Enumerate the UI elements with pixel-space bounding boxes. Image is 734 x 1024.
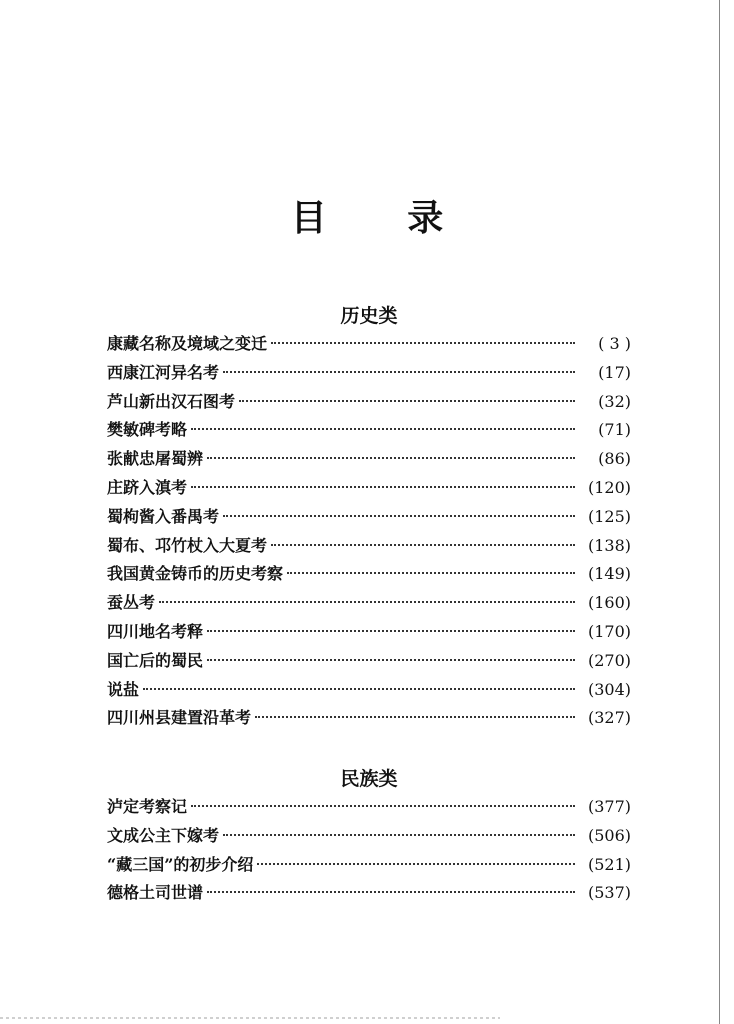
dot-leader [207,630,575,632]
dot-leader [271,342,575,344]
toc-entry-title: 国亡后的蜀民 [107,650,204,670]
toc-entry-page: (327) [587,708,631,728]
toc-entry-title: 德格土司世谱 [107,883,204,903]
toc-entry[interactable] [107,359,631,388]
toc-entry-page: (17) [598,362,631,382]
toc-entry-title: 蜀布、邛竹杖入大夏考 [107,535,268,555]
toc-entry-title: 康藏名称及境域之变迁 [107,334,268,353]
dot-leader [287,572,575,574]
toc-entry-page: (125) [587,506,631,526]
section-heading: 历史类 [340,305,398,327]
toc-entry-title: “藏三国”的初步介绍 [107,854,254,874]
dot-leader [159,601,575,603]
dot-leader [207,891,575,893]
dot-leader [191,805,575,807]
section-heading: 民族类 [340,768,398,790]
dot-leader [207,659,575,661]
toc-entry-page: (377) [587,797,631,816]
toc-entry-page: (270) [587,650,631,670]
toc-entry[interactable] [107,676,631,705]
dot-leader [239,400,575,402]
toc-entry-page: (32) [598,391,631,411]
toc-entry-title: 我国黄金铸币的历史考察 [107,564,284,584]
toc-entry[interactable] [107,879,631,908]
toc-entry-title: 说盐 [107,679,140,699]
dot-leader [191,486,575,488]
dot-leader [257,863,575,865]
toc-entry-title: 樊敏碑考略 [107,420,188,440]
toc-entry[interactable] [107,388,631,417]
toc-entry-title: 蜀枸酱入番禺考 [107,506,220,526]
dot-leader [191,428,575,430]
toc-entry-title: 西康江河异名考 [107,362,220,382]
page-title: 目 录 [290,198,478,239]
section-history [107,302,631,733]
toc-entry-title: 四川州县建置沿革考 [107,708,252,728]
toc-entry-title: 泸定考察记 [107,797,188,816]
toc-entry[interactable] [107,416,631,445]
toc-entry[interactable] [107,330,631,359]
toc-entry-title: 庄跻入滇考 [107,477,188,497]
toc-entry[interactable] [107,851,631,880]
toc-entry-title: 芦山新出汉石图考 [107,391,236,411]
toc-entry-page: (304) [587,679,631,699]
toc-entry-title: 蚕丛考 [107,593,156,613]
toc-entry-page: (71) [598,420,631,440]
toc-entry[interactable] [107,532,631,561]
dot-leader [143,688,575,690]
toc-list [107,793,631,908]
toc-entry[interactable] [107,560,631,589]
toc-entry[interactable] [107,589,631,618]
dot-leader [223,515,575,517]
toc-entry-title: 四川地名考释 [107,621,204,641]
scan-edge-noise [0,1017,500,1019]
toc-entry[interactable] [107,704,631,733]
toc-entry[interactable] [107,647,631,676]
toc-entry-page: (170) [587,621,631,641]
dot-leader [207,457,575,459]
toc-entry[interactable] [107,503,631,532]
dot-leader [271,544,575,546]
toc-entry-page: (86) [598,449,631,469]
toc-entry-page: (149) [587,564,631,584]
toc-entry-page: (537) [587,883,631,903]
toc-entry-page: (521) [587,854,631,874]
toc-entry-page: (160) [587,593,631,613]
toc-entry-page: (506) [587,825,631,845]
toc-entry[interactable] [107,474,631,503]
toc-entry-title: 张献忠屠蜀辨 [107,449,204,469]
toc-entry-title: 文成公主下嫁考 [107,825,220,845]
toc-list [107,330,631,733]
dot-leader [223,834,575,836]
dot-leader [255,716,575,718]
toc-entry[interactable] [107,793,631,822]
dot-leader [223,371,575,373]
toc-entry-page: ( 3 ) [598,334,631,353]
scan-edge-line [719,0,720,1024]
toc-entry[interactable] [107,822,631,851]
toc-entry[interactable] [107,445,631,474]
toc-entry-page: (120) [587,477,631,497]
section-ethnic [107,765,631,908]
toc-entry[interactable] [107,618,631,647]
toc-entry-page: (138) [587,535,631,555]
